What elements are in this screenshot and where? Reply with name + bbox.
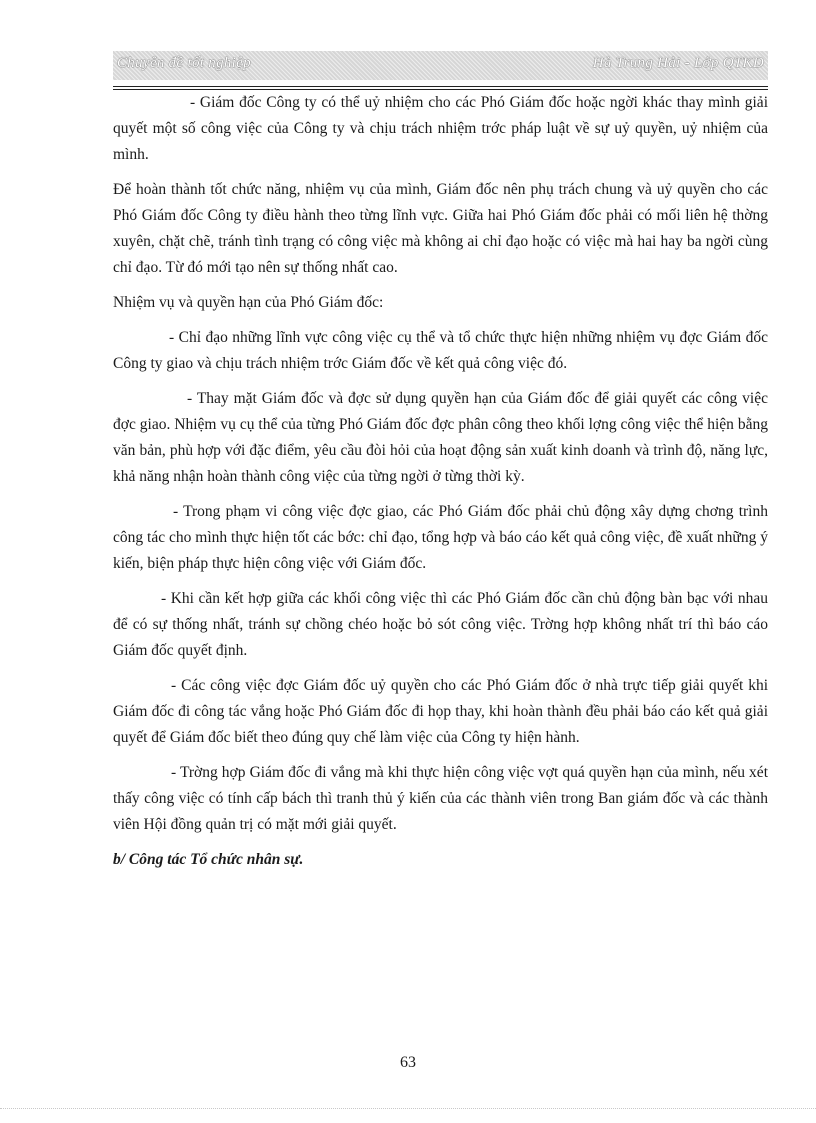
paragraph-7: - Khi cần kết hợp giữa các khối công việc thì các Phó Giám đốc cần chủ động bàn bạc với nhau để có sự thống nhất, tránh sự chồng chéo hoặc bỏ sót công việc. Trờng hợp không nhất trí thì báo cáo Giám đốc quyết định. bbox=[113, 590, 768, 659]
section-heading: b/ Công tác Tổ chức nhân sự. bbox=[113, 851, 304, 868]
running-header bbox=[113, 51, 768, 80]
paragraph-8: - Các công việc đợc Giám đốc uỷ quyền cho các Phó Giám đốc ở nhà trực tiếp giải quyết khi Giám đốc đi công tác vắng hoặc Phó Giám đốc đi họp thay, khi hoàn thành đều phải báo cáo kết quả giải quyết để Giám đốc biết theo đúng quy chế làm việc của Công ty hiện hành. bbox=[113, 677, 768, 746]
paragraph-5: - Thay mặt Giám đốc và đợc sử dụng quyền hạn của Giám đốc để giải quyết các công việc đợc giao. Nhiệm vụ cụ thể của từng Phó Giám đốc đợc phân công theo khối lợng công việc thể hiện bằng văn bản, phù hợp với đặc điểm, yêu cầu đòi hỏi của hoạt động sản xuất kinh doanh và trình độ, năng lực, khả năng nhận hoàn thành công việc của từng ngời ở từng thời kỳ. bbox=[113, 390, 768, 485]
paragraph-4: - Chỉ đạo những lĩnh vực công việc cụ thể và tổ chức thực hiện những nhiệm vụ đợc Giám đốc Công ty giao và chịu trách nhiệm trớc Giám đốc về kết quả công việc đó. bbox=[113, 329, 768, 372]
paragraph-6: - Trong phạm vi công việc đợc giao, các Phó Giám đốc phải chủ động xây dựng chơng trình công tác cho mình thực hiện tốt các bớc: chỉ đạo, tổng hợp và báo cáo kết quả công việc, đề xuất những ý kiến, biện pháp thực hiện công việc với Giám đốc. bbox=[113, 503, 768, 572]
page-body bbox=[113, 90, 768, 882]
paragraph-3: Nhiệm vụ và quyền hạn của Phó Giám đốc: bbox=[113, 294, 384, 311]
paragraph-2: Để hoàn thành tốt chức năng, nhiệm vụ của mình, Giám đốc nên phụ trách chung và uỷ quyền cho các Phó Giám đốc Công ty điều hành theo từng lĩnh vực. Giữa hai Phó Giám đốc phải có mối liên hệ thờng xuyên, chặt chẽ, tránh tình trạng có công việc mà không ai chỉ đạo hoặc có việc mà hai hay ba ngời cùng chỉ đạo. Từ đó mới tạo nên sự thống nhất cao. bbox=[113, 181, 768, 276]
header-left-text: Chuyên đề tốt nghiệp bbox=[117, 55, 251, 71]
paragraph-1: - Giám đốc Công ty có thể uỷ nhiệm cho các Phó Giám đốc hoặc ngời khác thay mình giải quyết một số công việc của Công ty và chịu trách nhiệm trớc pháp luật về sự uỷ quyền, uỷ nhiệm của mình. bbox=[113, 94, 768, 163]
page-number: 63 bbox=[400, 1054, 416, 1071]
paragraph-9: - Trờng hợp Giám đốc đi vắng mà khi thực hiện công việc vợt quá quyền hạn của mình, nếu xét thấy công việc có tính cấp bách thì tranh thủ ý kiến của các thành viên trong Ban giám đốc và các thành viên Hội đồng quản trị có mặt mới giải quyết. bbox=[113, 764, 768, 833]
page-bottom-edge bbox=[0, 1108, 816, 1109]
header-right-text: Hà Trung Hải - Lớp QTKD bbox=[592, 55, 764, 71]
